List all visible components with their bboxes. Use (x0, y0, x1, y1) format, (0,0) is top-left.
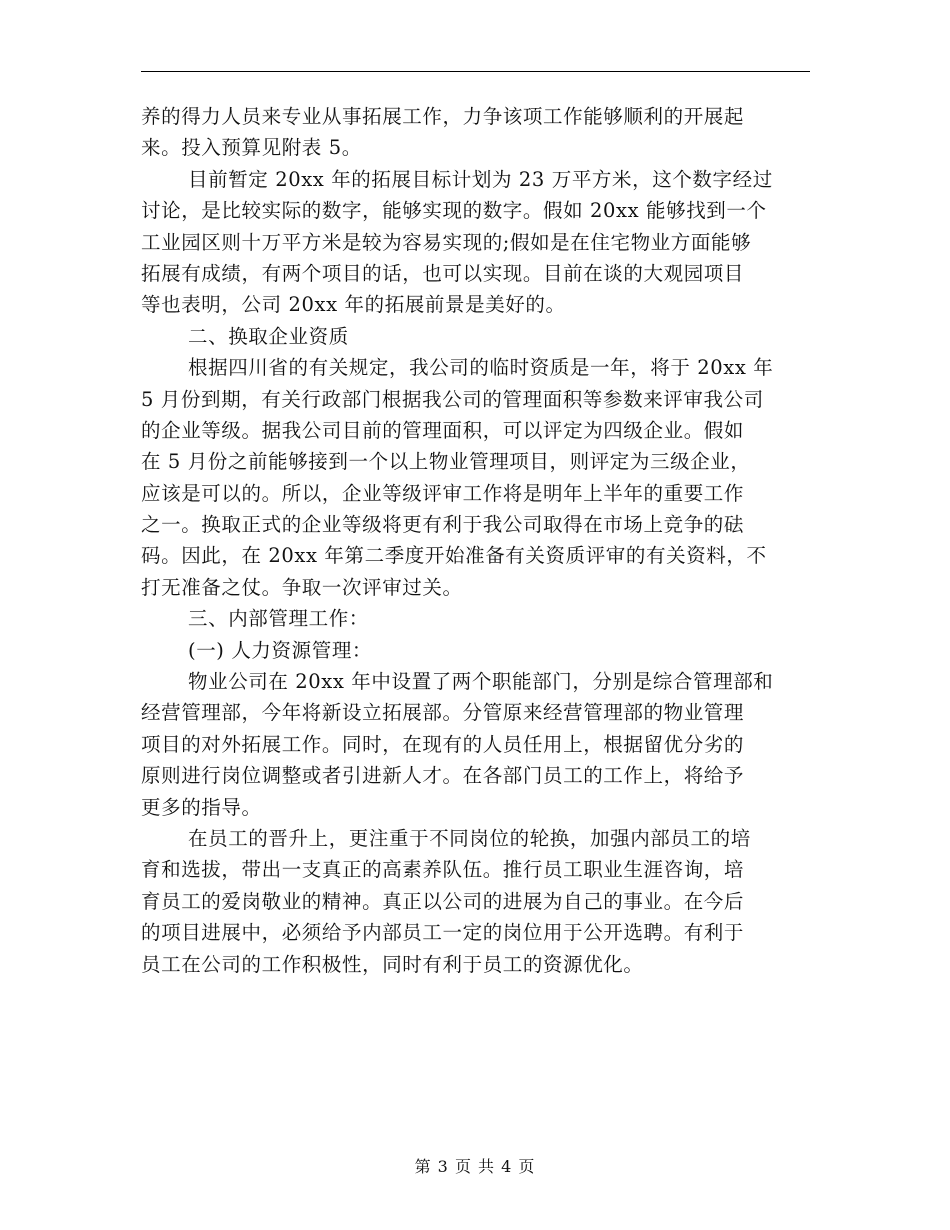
text-line: 员工在公司的工作积极性，同时有利于员工的资源优化。 (141, 952, 644, 976)
text-line: 目前暂定 20xx 年的拓展目标计划为 23 万平方米，这个数字经过 (188, 167, 773, 191)
body-text (141, 101, 821, 980)
text-line: 二、换取企业资质 (188, 324, 349, 348)
text-line: 物业公司在 20xx 年中设置了两个职能部门，分别是综合管理部和 (188, 670, 774, 694)
text-line: 工业园区则十万平方米是较为容易实现的;假如是在住宅物业方面能够 (141, 230, 752, 254)
text-line: 拓展有成绩，有两个项目的话，也可以实现。目前在谈的大观园项目 (141, 261, 745, 285)
text-line: 5 月份到期，有关行政部门根据我公司的管理面积等参数来评审我公司 (141, 387, 764, 411)
text-line: 的项目进展中，必须给予内部员工一定的岗位用于公开选聘。有利于 (141, 921, 745, 945)
text-line: 讨论，是比较实际的数字，能够实现的数字。假如 20xx 能够找到一个 (141, 199, 767, 223)
text-line: 原则进行岗位调整或者引进新人才。在各部门员工的工作上，将给予 (141, 764, 745, 788)
page-number-footer: 第 3 页 共 4 页 (414, 1157, 536, 1176)
text-line: 应该是可以的。所以，企业等级评审工作将是明年上半年的重要工作 (141, 481, 745, 505)
text-line: 育和选拔，带出一支真正的高素养队伍。推行员工职业生涯咨询，培 (141, 858, 745, 882)
text-line: (一) 人力资源管理： (188, 638, 373, 662)
text-line: 养的得力人员来专业从事拓展工作，力争该项工作能够顺利的开展起 (141, 105, 745, 128)
text-line: 在 5 月份之前能够接到一个以上物业管理项目，则评定为三级企业， (141, 450, 751, 474)
text-line: 经营管理部，今年将新设立拓展部。分管原来经营管理部的物业管理 (141, 701, 745, 725)
text-line: 项目的对外拓展工作。同时，在现有的人员任用上，根据留优分劣的 (141, 732, 745, 756)
text-line: 等也表明，公司 20xx 年的拓展前景是美好的。 (141, 293, 566, 317)
text-line: 三、内部管理工作： (188, 607, 369, 631)
text-line: 来。投入预算见附表 5。 (141, 136, 362, 160)
text-line: 之一。换取正式的企业等级将更有利于我公司取得在市场上竞争的砝 (141, 513, 745, 537)
text-line: 根据四川省的有关规定，我公司的临时资质是一年，将于 20xx 年 (188, 356, 774, 380)
text-line: 码。因此，在 20xx 年第二季度开始准备有关资质评审的有关资料，不 (141, 544, 767, 568)
text-line: 在员工的晋升上，更注重于不同岗位的轮换，加强内部员工的培 (188, 826, 751, 850)
header-rule (141, 71, 810, 72)
text-line: 更多的指导。 (141, 795, 262, 819)
text-line: 育员工的爱岗敬业的精神。真正以公司的进展为自己的事业。在今后 (141, 889, 745, 913)
text-line: 的企业等级。据我公司目前的管理面积，可以评定为四级企业。假如 (141, 418, 745, 442)
text-line: 打无准备之仗。争取一次评审过关。 (141, 575, 463, 599)
